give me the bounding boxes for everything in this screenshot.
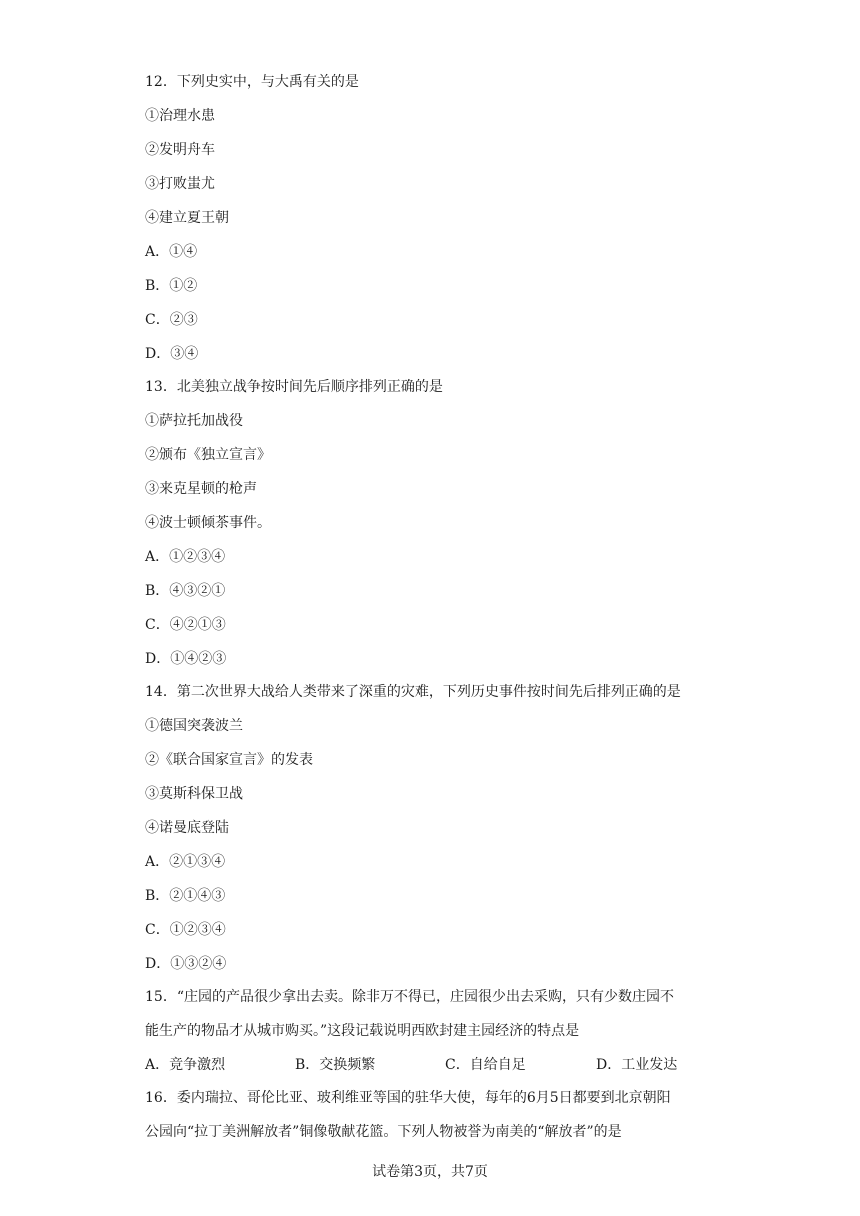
question-13-item-1: ①萨拉托加战役 — [145, 413, 243, 429]
question-12-item-2: ②发明舟车 — [145, 142, 215, 158]
question-12-option-a: A．①④ — [145, 244, 198, 260]
question-14-option-a: A．②①③④ — [145, 854, 226, 870]
question-12-option-c: C．②③ — [145, 312, 198, 328]
question-13-item-3: ③来克星顿的枪声 — [145, 481, 257, 497]
question-14-stem: 14．第二次世界大战给人类带来了深重的灾难，下列历史事件按时间先后排列正确的是 — [145, 684, 681, 700]
question-15-stem-line-2: 能生产的物品才从城市购买。”这段记载说明西欧封建主园经济的特点是 — [145, 1023, 580, 1039]
question-15-option-d: D．工业发达 — [596, 1057, 678, 1073]
question-13-option-b: B．④③②① — [145, 583, 226, 599]
question-14-item-1: ①德国突袭波兰 — [145, 718, 243, 734]
question-16-stem-line-1: 16．委内瑞拉、哥伦比亚、玻利维亚等国的驻华大使，每年的6月5日都要到北京朝阳 — [145, 1090, 671, 1106]
question-12-stem: 12．下列史实中，与大禹有关的是 — [145, 74, 359, 90]
question-15-option-b: B．交换频繁 — [295, 1057, 376, 1073]
question-14-item-3: ③莫斯科保卫战 — [145, 786, 243, 802]
question-14-item-4: ④诺曼底登陆 — [145, 820, 229, 836]
question-14-item-2: ②《联合国家宣言》的发表 — [145, 752, 313, 768]
question-13-stem: 13．北美独立战争按时间先后顺序排列正确的是 — [145, 379, 443, 395]
question-13-option-a: A．①②③④ — [145, 549, 226, 565]
question-12-option-d: D．③④ — [145, 346, 199, 362]
question-15-stem-line-1: 15．“庄园的产品很少拿出去卖。除非万不得已，庄园很少出去采购，只有少数庄园不 — [145, 989, 674, 1005]
question-14-option-c: C．①②③④ — [145, 922, 226, 938]
question-12-item-1: ①治理水患 — [145, 108, 215, 124]
question-16-stem-line-2: 公园向“拉丁美洲解放者”铜像敬献花篮。下列人物被誉为南美的“解放者”的是 — [145, 1124, 622, 1140]
question-13-item-2: ②颁布《独立宣言》 — [145, 447, 271, 463]
question-15-option-a: A．竞争激烈 — [145, 1057, 226, 1073]
question-15-option-c: C．自给自足 — [445, 1057, 526, 1073]
question-12-item-3: ③打败蚩尤 — [145, 176, 215, 192]
page-footer: 试卷第3页，共7页 — [372, 1164, 488, 1180]
question-13-option-d: D．①④②③ — [145, 651, 227, 667]
question-14-option-d: D．①③②④ — [145, 956, 227, 972]
question-13-option-c: C．④②①③ — [145, 617, 226, 633]
question-12-option-b: B．①② — [145, 278, 198, 294]
question-13-item-4: ④波士顿倾茶事件。 — [145, 515, 271, 531]
question-14-option-b: B．②①④③ — [145, 888, 226, 904]
question-12-item-4: ④建立夏王朝 — [145, 210, 229, 226]
